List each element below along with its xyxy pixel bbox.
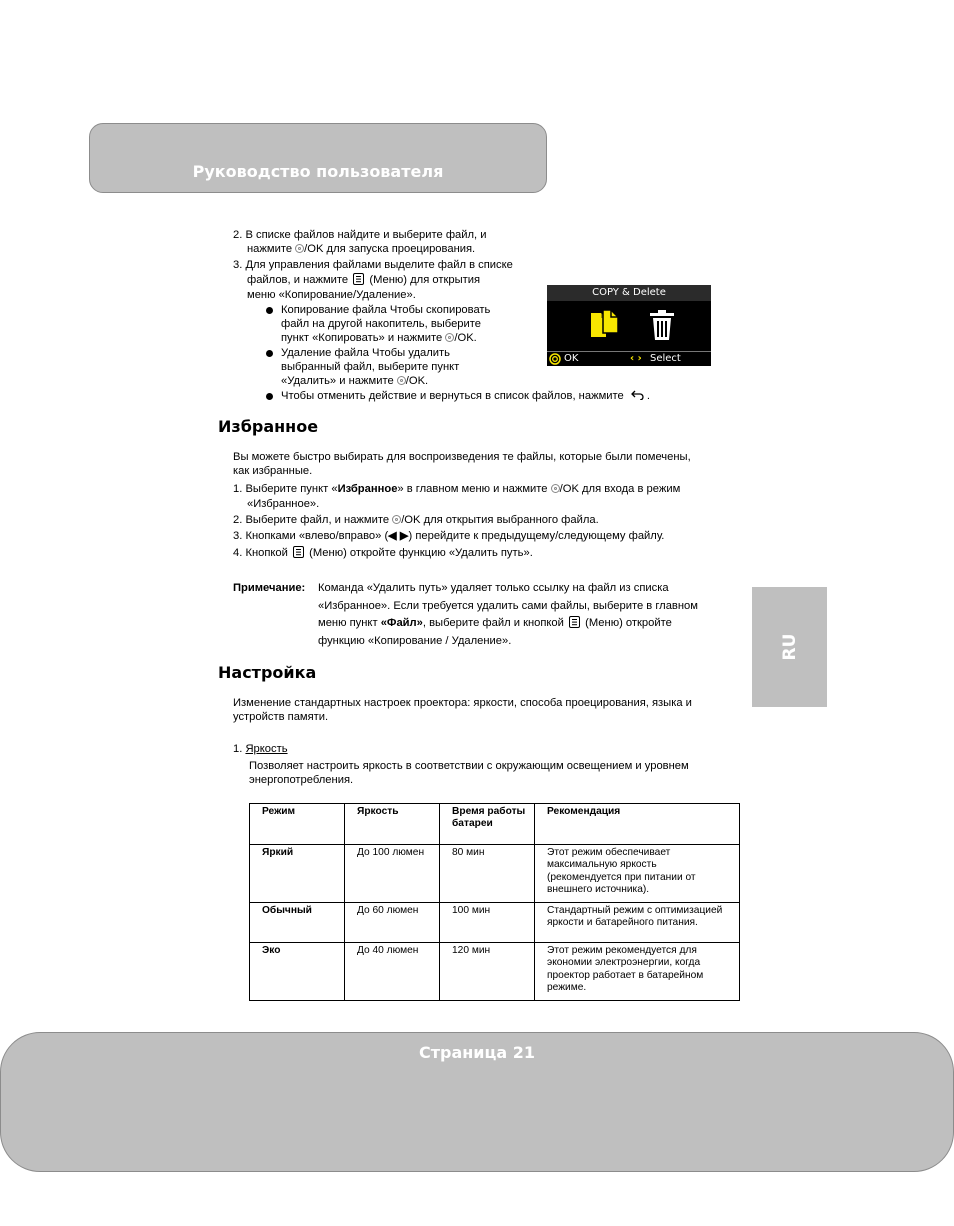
table-cell: 80 мин [440, 845, 535, 903]
header-tab [89, 123, 547, 193]
favorites-item-1: 1. Выберите пункт «Избранное» в главном меню и нажмите /OK для входа в режим [233, 483, 681, 495]
table-cell: Стандартный режим с оптимизацией яркости и батарейного питания. [535, 903, 740, 943]
language-side-tab [752, 587, 827, 707]
brightness-table [249, 803, 740, 1001]
table-row [250, 903, 740, 943]
bullet-delete-line1: Удаление файла Чтобы удалить [281, 347, 450, 359]
table-cell: Эко [250, 943, 345, 1001]
note-label: Примечание: [233, 582, 306, 594]
table-cell: До 60 люмен [345, 903, 440, 943]
page-number: Страница 21 [418, 1043, 536, 1062]
settings-intro-line2: устройств памяти. [233, 711, 329, 723]
brightness-desc-line2: энергопотребления. [249, 774, 354, 786]
table-cell: Этот режим обеспечивает максимальную яркость (рекомендуется при питании от внешнего источника). [535, 845, 740, 903]
brightness-desc-line1: Позволяет настроить яркость в соответствии с окружающим освещением и уровнем [249, 760, 689, 772]
favorites-item-2: 2. Выберите файл, и нажмите /OK для открытия выбранного файла. [233, 514, 599, 526]
language-label: RU [779, 633, 800, 661]
list-item-2-line2: нажмите /OK для запуска проецирования. [247, 243, 476, 255]
table-header-row [250, 804, 740, 845]
copy-delete-screen [547, 285, 711, 366]
note-line4: функцию «Копирование / Удаление». [318, 635, 512, 647]
section-heading-favorites: Избранное [218, 417, 319, 436]
back-icon [631, 390, 645, 400]
table-header-cell: Время работы батареи [440, 804, 535, 845]
table-cell: 100 мин [440, 903, 535, 943]
note-line1: Команда «Удалить путь» удаляет только ссылку на файл из списка [318, 582, 669, 594]
ok-button-icon [551, 484, 560, 493]
bullet-delete-line2: выбранный файл, выберите пункт [281, 361, 460, 373]
page-header-title: Руководство пользователя [192, 162, 444, 181]
ok-circle-icon [549, 353, 561, 365]
menu-icon [293, 546, 304, 558]
table-header-cell: Режим [250, 804, 345, 845]
ok-button-icon [392, 515, 401, 524]
table-cell: Этот режим рекомендуется для экономии электроэнергии, когда проектор работает в батарейном режиме. [535, 943, 740, 1001]
screen-ok-label: OK [564, 353, 579, 364]
table-row [250, 845, 740, 903]
settings-item-brightness: 1. Яркость [233, 743, 288, 755]
bullet-cancel: Чтобы отменить действие и вернуться в список файлов, нажмите . [281, 390, 650, 402]
bullet-dot [266, 350, 273, 357]
menu-icon [569, 616, 580, 628]
favorites-item-4: 4. Кнопкой (Меню) откройте функцию «Удалить путь». [233, 547, 533, 559]
page-footer [0, 1032, 954, 1172]
table-cell: До 100 люмен [345, 845, 440, 903]
table-cell: 120 мин [440, 943, 535, 1001]
screen-title: COPY & Delete [547, 285, 711, 301]
table-cell: Обычный [250, 903, 345, 943]
bullet-dot [266, 307, 273, 314]
table-row [250, 943, 740, 1001]
table-cell: Яркий [250, 845, 345, 903]
favorites-item-3: 3. Кнопками «влево/вправо» (◀ ▶) перейдите к предыдущему/следующему файлу. [233, 530, 665, 542]
ok-button-icon [397, 376, 406, 385]
bullet-dot [266, 393, 273, 400]
bullet-copy-line2: файл на другой накопитель, выберите [281, 318, 482, 330]
menu-icon [353, 273, 364, 285]
screen-status-bar [547, 351, 711, 366]
ok-button-icon [295, 244, 304, 253]
settings-intro-line1: Изменение стандартных настроек проектора: яркости, способа проецирования, языка и [233, 697, 692, 709]
favorites-item-1-line2: «Избранное». [247, 498, 320, 510]
favorites-intro-line1: Вы можете быстро выбирать для воспроизведения те файлы, которые были помечены, [233, 451, 691, 463]
list-item-3-line1: 3. Для управления файлами выделите файл в списке [233, 259, 513, 271]
bullet-copy-line3: пункт «Копировать» и нажмите /OK. [281, 332, 477, 344]
table-header-cell: Рекомендация [535, 804, 740, 845]
screen-select-label: Select [650, 353, 681, 364]
section-heading-settings: Настройка [218, 663, 317, 682]
note-line2: «Избранное». Если требуется удалить сами файлы, выберите в главном [318, 600, 698, 612]
favorites-intro-line2: как избранные. [233, 465, 313, 477]
copy-file-icon [589, 309, 621, 341]
trash-icon [648, 309, 676, 341]
bullet-copy-line1: Копирование файла Чтобы скопировать [281, 304, 491, 316]
table-cell: До 40 люмен [345, 943, 440, 1001]
list-item-2-line1: 2. В списке файлов найдите и выберите файл, и [233, 229, 487, 241]
list-item-3-line2: файлов, и нажмите (Меню) для открытия [247, 274, 481, 286]
note-line3: меню пункт «Файл», выберите файл и кнопкой (Меню) откройте [318, 617, 672, 629]
screen-arrows: ‹ › [630, 353, 642, 364]
table-header-cell: Яркость [345, 804, 440, 845]
list-item-3-line3: меню «Копирование/Удаление». [247, 289, 416, 301]
bullet-delete-line3: «Удалить» и нажмите /OK. [281, 375, 429, 387]
